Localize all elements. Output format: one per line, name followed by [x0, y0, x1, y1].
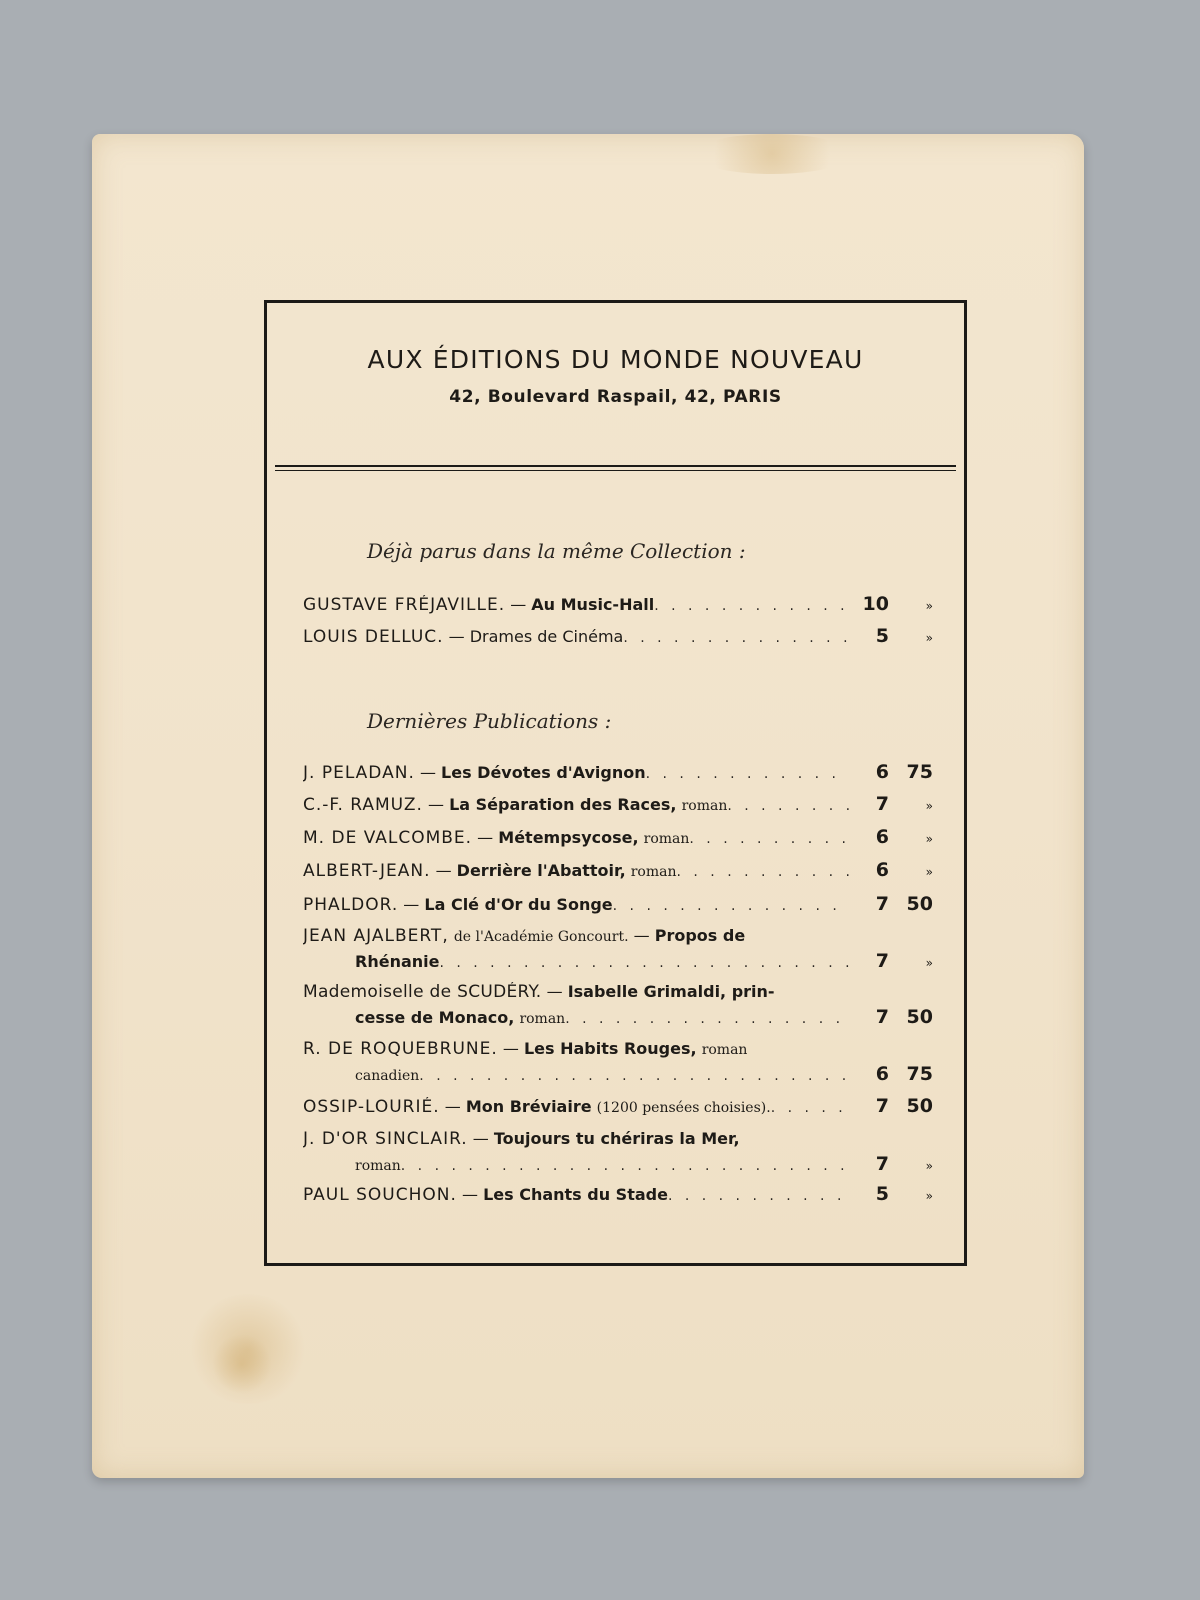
entry-note: roman	[355, 1158, 401, 1174]
entry-separator: —	[398, 895, 425, 914]
entry-separator: —	[505, 595, 532, 614]
entry-author: Mademoiselle de SCUDÉRY.	[303, 982, 542, 1002]
price-centimes: »	[925, 799, 933, 813]
price-francs: 5	[875, 625, 889, 647]
entry-title: Les Dévotes d'Avignon	[441, 763, 646, 782]
double-rule-top	[275, 465, 956, 467]
entry-separator: —	[628, 926, 655, 945]
price-centimes: »	[925, 599, 933, 613]
entry-separator: —	[443, 627, 470, 646]
price-francs: 7	[875, 1095, 889, 1117]
entry-author: J. PELADAN.	[303, 763, 415, 783]
double-rule-bottom	[275, 470, 956, 471]
publisher-catalog-frame	[264, 300, 967, 1266]
entry-separator: —	[497, 1039, 524, 1058]
entry-author: ALBERT-JEAN.	[303, 861, 431, 881]
entry-author: PHALDOR.	[303, 895, 399, 915]
entry-title: Isabelle Grimaldi, prin-	[567, 982, 775, 1001]
entry-author: R. DE ROQUEBRUNE.	[303, 1039, 498, 1059]
entry-title: Derrière l'Abattoir,	[456, 861, 626, 880]
price-francs: 7	[875, 893, 889, 915]
entry-author: C.-F. RAMUZ.	[303, 795, 423, 815]
catalog-entry	[303, 859, 933, 883]
price-centimes: »	[925, 865, 933, 879]
entry-separator: —	[472, 828, 499, 847]
section-heading-recent-publications: Dernières Publications :	[367, 709, 612, 733]
price-centimes: »	[925, 1189, 933, 1203]
leader-dots	[439, 955, 849, 971]
catalog-entry	[303, 793, 933, 817]
entry-title: Drames de Cinéma	[469, 627, 624, 646]
paper-stain	[212, 1334, 272, 1394]
catalog-entry	[303, 893, 933, 917]
price-francs: 5	[875, 1183, 889, 1205]
price-centimes: »	[925, 631, 933, 645]
price-centimes: »	[925, 1159, 933, 1173]
entry-note: roman	[701, 1042, 748, 1058]
leader-dots	[689, 831, 849, 847]
entry-separator: —	[422, 795, 450, 814]
leader-dots	[613, 898, 849, 914]
catalog-entry	[303, 926, 933, 974]
entry-title: Au Music-Hall	[531, 595, 655, 614]
section-heading-already-published: Déjà parus dans la même Collection :	[367, 539, 746, 563]
entry-separator: —	[439, 1097, 466, 1116]
entry-author: M. DE VALCOMBE.	[303, 828, 473, 848]
leader-dots	[727, 798, 849, 814]
catalog-entry	[303, 593, 933, 617]
catalog-entry	[303, 982, 933, 1030]
price-francs: 6	[875, 859, 889, 881]
price-francs: 7	[875, 950, 889, 972]
price-francs: 7	[875, 1153, 889, 1175]
entry-title-continued: Rhénanie	[355, 952, 440, 971]
entry-title: La Séparation des Races,	[449, 795, 677, 814]
catalog-entry	[303, 761, 933, 785]
entry-note: (1200 pensées choisies).	[596, 1100, 771, 1116]
price-francs: 10	[862, 593, 889, 615]
price-centimes: 50	[906, 1095, 933, 1117]
entry-note: roman	[519, 1011, 566, 1027]
entry-title: Les Chants du Stade	[483, 1185, 668, 1204]
entry-separator: —	[467, 1129, 494, 1148]
entry-title: Métempsycose,	[498, 828, 639, 847]
price-francs: 6	[875, 1063, 889, 1085]
price-francs: 7	[875, 1006, 889, 1028]
catalog-entry	[303, 1183, 933, 1207]
entry-title: Mon Bréviaire	[465, 1097, 592, 1116]
catalog-entry	[303, 1129, 933, 1177]
entry-title: Toujours tu chériras la Mer,	[493, 1129, 740, 1148]
leader-dots	[419, 1068, 849, 1084]
publisher-name: AUX ÉDITIONS DU MONDE NOUVEAU	[367, 345, 864, 374]
leader-dots	[771, 1100, 849, 1116]
price-centimes: 50	[906, 1006, 933, 1028]
entry-note-continued: canadien	[355, 1068, 420, 1084]
price-centimes: 75	[906, 761, 933, 783]
price-centimes: »	[925, 956, 933, 970]
leader-dots	[677, 864, 850, 880]
entry-title: Les Habits Rouges,	[523, 1039, 697, 1058]
entry-separator: —	[541, 982, 568, 1001]
price-francs: 6	[875, 826, 889, 848]
entry-note: roman	[681, 798, 728, 814]
leader-dots	[646, 766, 849, 782]
entry-title: Propos de	[654, 926, 746, 945]
leader-dots	[565, 1011, 849, 1027]
price-centimes: 50	[906, 893, 933, 915]
entry-title-continued: cesse de Monaco,	[355, 1008, 515, 1027]
entry-separator: —	[414, 763, 442, 782]
publisher-address: 42, Boulevard Raspail, 42, PARIS	[449, 387, 782, 407]
price-centimes: »	[925, 832, 933, 846]
entry-author: J. D'OR SINCLAIR.	[303, 1129, 468, 1149]
catalog-entry	[303, 1095, 933, 1119]
entry-author: PAUL SOUCHON.	[303, 1185, 457, 1205]
catalog-entry	[303, 1039, 933, 1087]
price-francs: 7	[875, 793, 889, 815]
catalog-entry	[303, 625, 933, 649]
entry-author: OSSIP-LOURIÉ.	[303, 1097, 440, 1117]
entry-author: JEAN AJALBERT,	[303, 926, 449, 946]
leader-dots	[401, 1158, 849, 1174]
entry-separator: —	[456, 1185, 484, 1204]
entry-author: LOUIS DELLUC.	[303, 627, 444, 647]
entry-note: roman	[643, 831, 690, 847]
price-francs: 6	[875, 761, 889, 783]
catalog-entry	[303, 826, 933, 850]
entry-note: roman	[630, 864, 677, 880]
entry-separator: —	[430, 861, 457, 880]
entry-author: GUSTAVE FRÉJAVILLE.	[303, 595, 506, 615]
leader-dots	[668, 1188, 849, 1204]
leader-dots	[654, 598, 849, 614]
price-centimes: 75	[906, 1063, 933, 1085]
entry-note: de l'Académie Goncourt.	[453, 929, 629, 945]
paper-stain	[692, 134, 852, 174]
leader-dots	[623, 630, 849, 646]
entry-title: La Clé d'Or du Songe	[424, 895, 613, 914]
